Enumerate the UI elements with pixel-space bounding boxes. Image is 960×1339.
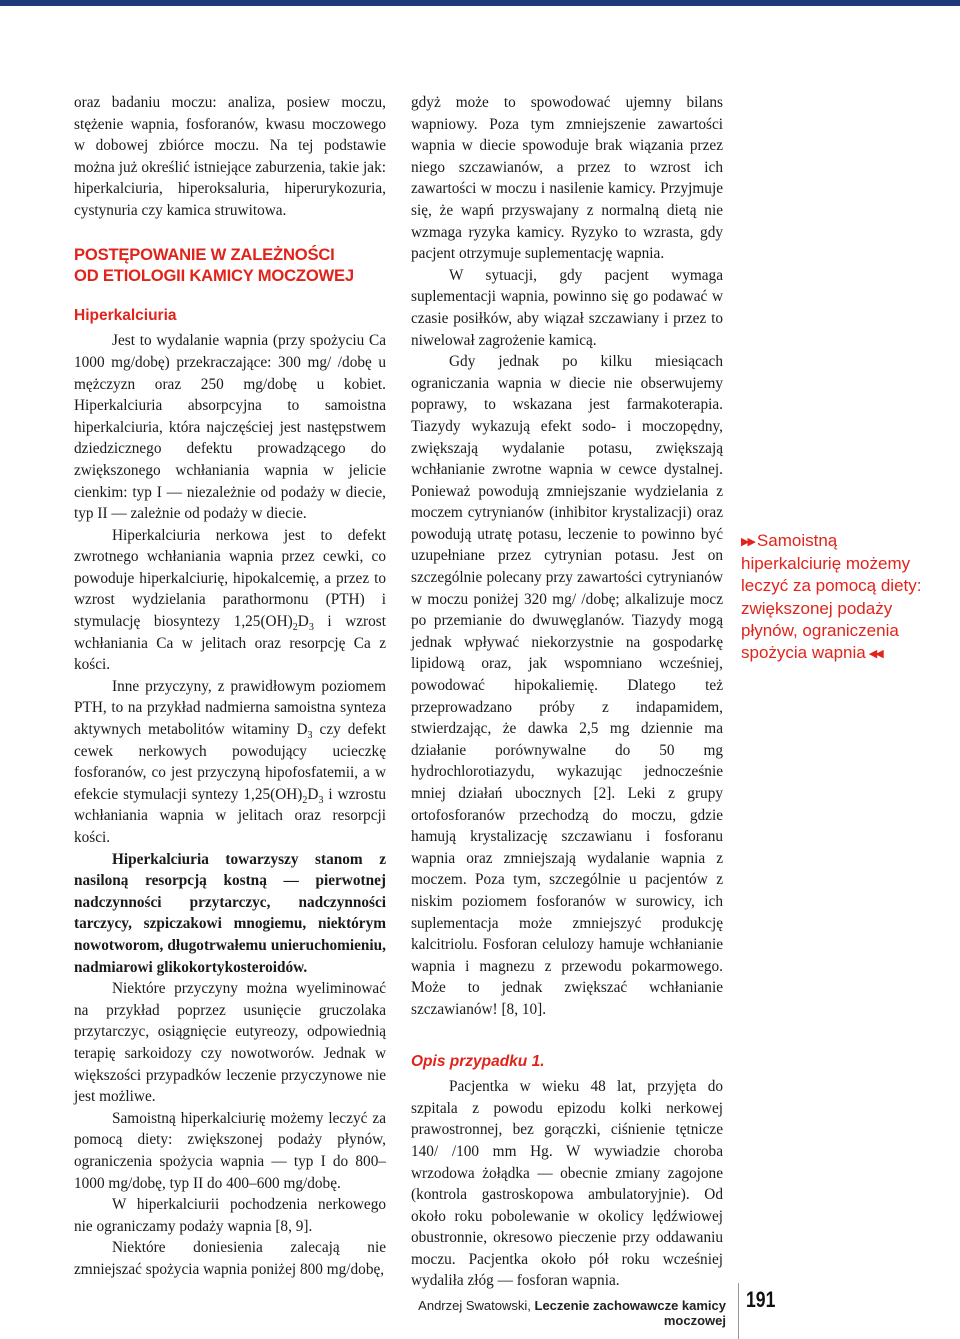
- margin-note-text: Samoistną hiperkalciurię możemy leczyć za pomocą diety: zwiększonej podaży płynów, ograniczenia spożycia wapnia: [741, 531, 922, 663]
- left-column: [74, 92, 386, 1280]
- right-column: [411, 92, 723, 1292]
- text-fragment: i wzrostu wchłaniania wapnia w jelitach oraz resorpcji kości.: [74, 785, 386, 846]
- paragraph-renal-hypercalciuria: [74, 525, 386, 676]
- text-fragment: Inne przyczyny, z prawidłowym poziomem PTH, to na przykład nadmierna samoistna synteza aktywnych metabolitów witaminy D: [74, 677, 386, 739]
- top-color-bar: [0, 0, 960, 6]
- footer-divider: [738, 1283, 739, 1339]
- margin-note: [741, 530, 941, 665]
- page-number: 191: [746, 1287, 776, 1312]
- paragraph-other-causes: [74, 676, 386, 849]
- section-heading: [74, 244, 386, 287]
- subscript: 3: [308, 622, 314, 634]
- text-fragment: D: [307, 785, 319, 803]
- footer-citation: [400, 1298, 726, 1328]
- subscript: 2: [292, 622, 298, 634]
- paragraph-definition: Jest to wydalanie wapnia (przy spożyciu Ca 1000 mg/dobę) przekraczające: 300 mg/ /dobę u mężczyzn oraz 250 mg/dobę u kobiet. Hiperkalciuria absorpcyjna to samoistna hiperkalciuria, która najczęściej jest następstwem dziedzicznego defektu prowadzącego do zwiększonego wchłaniania wapnia w jelicie cienkim: typ I — niezależnie od podaży w diecie, typ II — zależnie od podaży w diecie.: [74, 332, 386, 523]
- paragraph-diet-treatment: Samoistną hiperkalciurię możemy leczyć za pomocą diety: zwiększonej podaży płynów, ograniczenia spożycia wapnia — typ I do 800–1000 mg/dobę, typ II do 400–600 mg/dobę.: [74, 1109, 386, 1192]
- subscript: 3: [318, 794, 324, 806]
- subscript: 3: [307, 730, 313, 742]
- text-fragment: Hiperkalciuria nerkowa jest to defekt zwrotnego wchłaniania wapnia przez cewki, co powoduje hiperkalciurię, hipokalcemię, a przez to wzrost wydzielania parathormonu (PTH) i stymulację biosyntezy 1,25(OH): [74, 526, 386, 631]
- text-fragment: D: [297, 613, 309, 631]
- section-heading-line2: OD ETIOLOGII KAMICY MOCZOWEJ: [74, 266, 354, 286]
- paragraph-eliminate-causes: Niektóre przyczyny można wyeliminować na przykład poprzez usunięcie gruczolaka przytarczyc, osiągnięcie eutyreozy, odpowiednią terapię sarkoidozy czy nowotworów. Jednak w większości przypadków leczenie przyczynowe nie jest możliwe.: [74, 980, 386, 1106]
- paragraph-bold-conditions: Hiperkalciuria towarzyszy stanom z nasiloną resorpcją kostną — pierwotnej nadczynności przytarczyc, nadczynności tarczycy, szpiczakowi mnogiemu, niektórym nowotworom, długotrwałemu unieruchomieniu, nadmiarowi glikokortykosteroidów.: [74, 850, 386, 976]
- subheading-hiperkalciuria: Hiperkalciuria: [74, 306, 177, 324]
- footer-article-title: Leczenie zachowawcze kamicy moczowej: [534, 1298, 726, 1328]
- text-fragment: czy defekt cewek nerkowych powodujący ucieczkę fosforanów, co jest przyczyną hipofosfatemii, a w efekcie stymulacji syntezy 1,25(OH): [74, 721, 386, 803]
- paragraph-supplementation: W sytuacji, gdy pacjent wymaga suplementacji wapnia, powinno się go podawać w czasie posiłków, aby wiązał szczawiany i przez to niwelował zagrożenie kamicą.: [411, 266, 723, 349]
- double-triangle-right-icon: ▶▶: [741, 536, 754, 548]
- subscript: 2: [302, 794, 308, 806]
- paragraph-renal-origin: W hiperkalciurii pochodzenia nerkowego nie ograniczamy podaży wapnia [8, 9].: [74, 1196, 386, 1235]
- footer-author: Andrzej Swatowski,: [418, 1298, 531, 1313]
- paragraph-some-reports: Niektóre doniesienia zalecają nie zmniejszać spożycia wapnia poniżej 800 mg/dobę,: [74, 1239, 386, 1278]
- text-fragment: i wzrost wchłaniania Ca w jelitach oraz resorpcję Ca z kości.: [74, 613, 386, 674]
- paragraph-pharmacotherapy: Gdy jednak po kilku miesiącach ograniczania wapnia w diecie nie obserwujemy poprawy, to wskazana jest farmakoterapia. Tiazydy wykazują efekt sodo- i moczopędny, zwiększają wydalanie potasu, zwiększają wchłanianie zwrotne wapnia w cewce dystalnej. Ponieważ powodują zmniejszanie wydzielania z moczem cytrynianów (inhibitor krystalizacji) oraz powodują utratę potasu, leczenie to powinno być uzupełniane przez cytrynian potasu. Jest on szczególnie polecany przy zawartości cytrynianów w moczu poniżej 320 mg/ /dobę; alkalizuje mocz po przemianie do dwuwęglanów. Tiazydy mogą jednak wpływać niekorzystnie na gospodarkę lipidową oraz, jak wspomniano wcześniej, powodować hipokaliemię. Dlatego też przeprowadzano próby z indapamidem, stwierdzając, że dawka 2,5 mg dziennie ma działanie porównywalne do 50 mg hydrochlorotiazydu, wykazując jednocześnie mniej działań ubocznych [2]. Leki z grupy ortofosforanów przechodzą do moczu, gdzie hamują krystalizację szczawianu i fosforanu wapnia oraz zmniejszają wydalanie wapnia z moczem. Poza tym, szczególnie u pacjentów z niskim poziomem fosforanów w surowicy, ich suplementacja może zmniejszyć produkcję kalcitriolu. Fosforan celulozy hamuje wchłanianie wapnia i magnezu z przewodu pokarmowego. Może to jednak zwiększać wchłanianie szczawianów! [8, 10].: [411, 353, 723, 1018]
- paragraph-case-description: Pacjentka w wieku 48 lat, przyjęta do szpitala z powodu epizodu kolki nerkowej prawostronnej, bez gorączki, ciśnienie tętnicze 140/ /100 mm Hg. W wywiadzie choroba wrzodowa żołądka — obecnie zmiany zagojone (kontrola gastroskopowa ambulatoryjnie). Od około roku pobolewanie w okolicy lędźwiowej obustronnie, okresowo pieczenie przy oddawaniu moczu. Pacjentka około pół roku wcześniej wydaliła złóg — fosforan wapnia.: [411, 1078, 723, 1290]
- double-triangle-left-icon: ◀◀: [868, 648, 882, 661]
- intro-paragraph: oraz badaniu moczu: analiza, posiew moczu, stężenie wapnia, fosforanów, kwasu moczowego w dobowej zbiórce moczu. Na tej podstawie można już określić istniejące zaburzenia, takie jak: hiperkalciuria, hiperoksaluria, hiperurykozuria, cystynuria czy kamica struwitowa.: [74, 94, 386, 219]
- case-heading: Opis przypadku 1.: [411, 1052, 545, 1070]
- section-heading-line1: POSTĘPOWANIE W ZALEŻNOŚCI: [74, 244, 335, 264]
- paragraph-continuation: gdyż może to spowodować ujemny bilans wapniowy. Poza tym zmniejszenie zawartości wapnia w diecie spowoduje brak wiązania przez niego szczawianów, a przez to wzrost ich zawartości w moczu i nasilenie kamicy. Przyjmuje się, że wapń przyswajany z normalną dietą nie wzmaga ryzyka kamicy. Ryzyko to wzrasta, gdy pacjent otrzymuje suplementację wapnia.: [411, 94, 723, 263]
